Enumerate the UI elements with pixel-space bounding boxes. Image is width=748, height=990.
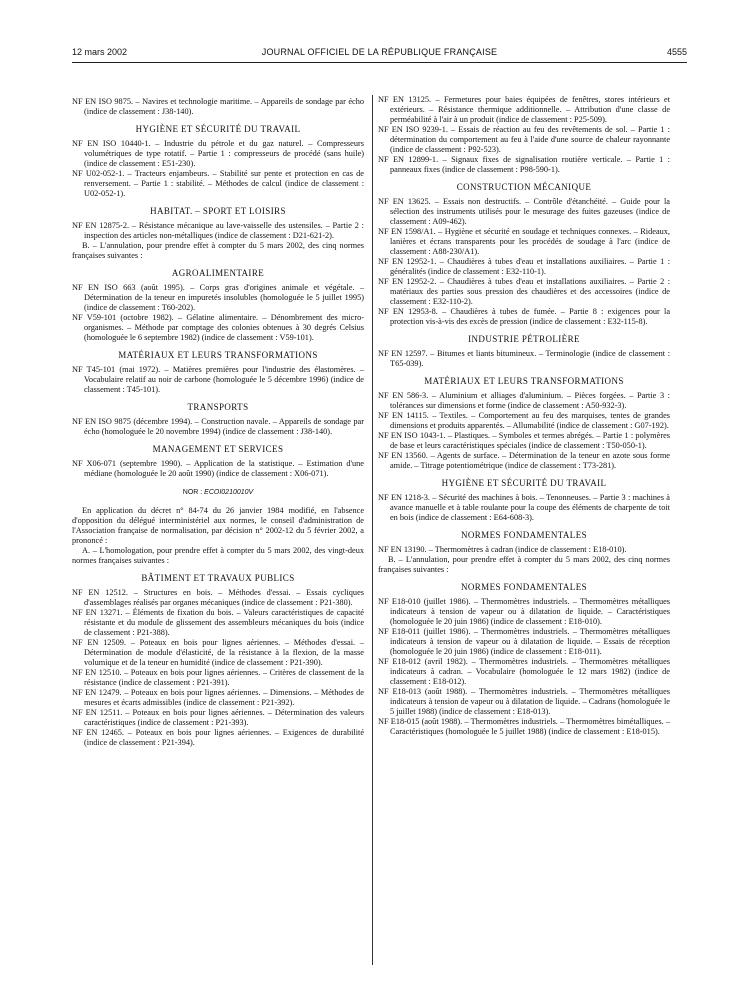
section-heading: HABITAT. – SPORT ET LOISIRS <box>150 206 286 216</box>
standard-entry: NF U02-052-1. – Tracteurs enjambeurs. – Stabilité sur pente et protection en cas de renversement. – Partie 1 : stabilité. – Méthodes de calcul (indice de classement : U02-052-1). <box>72 169 364 198</box>
standard-entry: NF EN 13560. – Agents de surface. – Détermination de la teneur en azote sous forme amide. – Titrage potentiométrique (indice de classement : T73-281). <box>378 451 670 470</box>
standard-entry: NF EN 13271. – Éléments de fixation du bois. – Valeurs caractéristiques de capacité résistante et du module de glissement des assembleurs mécaniques du bois (indice de classement : P21-388). <box>72 608 364 637</box>
standard-entry: NF EN 12953-8. – Chaudières à tubes de fumée. – Partie 8 : exigences pour la protection vis-à-vis des excès de pression (indice de classement : E32-115-8). <box>378 307 670 326</box>
standard-entry: NF EN ISO 10440-1. – Industrie du pétrole et du gaz naturel. – Compresseurs volumétriques de type rotatif. – Partie 1 : compresseurs de procédé (sans huile) (indice de classement : E51-230). <box>72 139 364 168</box>
paragraph: B. – L'annulation, pour prendre effet à compter du 5 mars 2002, des cinq normes françaises suivantes : <box>378 555 670 574</box>
standard-entry: NF EN 1598/A1. – Hygiène et sécurité en soudage et techniques connexes. – Rideaux, lanières et écrans transparents pour les procédés de soudage à l'arc (indice de classement : A88-230/A1). <box>378 227 670 256</box>
paragraph: A. – L'homologation, pour prendre effet à compter du 5 mars 2002, des vingt-deux normes françaises suivantes : <box>72 546 364 565</box>
section-heading: MANAGEMENT ET SERVICES <box>152 444 284 454</box>
section-heading: HYGIÈNE ET SÉCURITÉ DU TRAVAIL <box>135 124 301 134</box>
section-heading: NORMES FONDAMENTALES <box>460 582 588 592</box>
section-heading: INDUSTRIE PÉTROLIÈRE <box>468 334 580 344</box>
standard-entry: NF EN 1218-3. – Sécurité des machines à bois. – Tenonneuses. – Partie 3 : machines à avance manuelle et à table roulante pour la coupe des éléments de charpente de toit en bois (indice de classement : E64-608-3). <box>378 493 670 522</box>
page-header <box>72 47 687 61</box>
section-heading: TRANSPORTS <box>187 402 249 412</box>
standard-entry: NF EN 12512. – Structures en bois. – Méthodes d'essai. – Essais cycliques d'assemblages réalisés par organes mécaniques (indice de classement : P21-380). <box>72 588 364 607</box>
standard-entry: NF EN ISO 1043-1. – Plastiques. – Symboles et termes abrégés. – Partie 1 : polymères de base et leurs caractéristiques spéciales (indice de classement : T50-050-1). <box>378 431 670 450</box>
standard-entry: NF E18-011 (juillet 1986). – Thermomètres industriels. – Thermomètres métalliques indicateurs à tension de vapeur ou à dilatation de liquide. – Essais de réception (homologuée le 20 juin 1986) (indice de classement : E18-011). <box>378 627 670 656</box>
paragraph: B. – L'annulation, pour prendre effet à compter du 5 mars 2002, des cinq normes françaises suivantes : <box>72 241 364 260</box>
standard-entry: NF X06-071 (septembre 1990). – Application de la statistique. – Estimation d'une médiane (homologuée le 20 août 1990) (indice de classement : X06-071). <box>72 459 364 478</box>
left-column <box>72 97 364 748</box>
nor-label: NOR : <box>182 489 203 496</box>
header-date: 12 mars 2002 <box>72 47 128 57</box>
standard-entry: NF EN 12875-2. – Résistance mécanique au lave-vaisselle des ustensiles. – Partie 2 : inspection des articles non-métalliques (indice de classement : D21-621-2). <box>72 221 364 240</box>
column-divider <box>372 95 373 965</box>
standard-entry: NF EN 13125. – Fermetures pour baies équipées de fenêtres, stores intérieurs et extérieurs. – Résistance thermique additionnelle. – Attribution d'une classe de perméabilité à l'air à un produit (indice de classement : P25-509). <box>378 95 670 124</box>
standard-entry: NF EN 13190. – Thermomètres à cadran (indice de classement : E18-010). <box>378 545 627 554</box>
section-heading: MATÉRIAUX ET LEURS TRANSFORMATIONS <box>118 350 318 360</box>
standard-entry: NF EN 12899-1. – Signaux fixes de signalisation routière verticale. – Partie 1 : panneaux fixes (indice de classement : P98-590-1). <box>378 155 670 174</box>
standard-entry: NF EN 12465. – Poteaux en bois pour lignes aériennes. – Exigences de durabilité (indice de classement : P21-394). <box>72 728 364 747</box>
section-heading: AGROALIMENTAIRE <box>171 268 265 278</box>
standard-entry: NF EN 586-3. – Aluminium et alliages d'aluminium. – Pièces forgées. – Partie 3 : tolérances sur dimensions et forme (indice de classement : A50-932-3). <box>378 391 670 410</box>
header-rule <box>72 62 687 63</box>
standard-entry: NF EN 12511. – Poteaux en bois pour lignes aériennes. – Détermination des valeurs caractéristiques (indice de classement : P21-393). <box>72 708 364 727</box>
standard-entry: NF EN 14115. – Textiles. – Comportement au feu des marquises, tentes de grandes dimensions et produits apparentés. – Allumabilité (indice de classement : G07-192). <box>378 411 670 430</box>
standard-entry: NF EN ISO 9875 (décembre 1994). – Construction navale. – Appareils de sondage par écho (homologuée le 20 novembre 1994) (indice de classement : J38-140). <box>72 417 364 436</box>
right-column <box>378 95 670 737</box>
header-title: JOURNAL OFFICIEL DE LA RÉPUBLIQUE FRANÇAISE <box>261 47 498 57</box>
standard-entry: NF E18-013 (août 1988). – Thermomètres industriels. – Thermomètres métalliques indicateurs à tension de vapeur ou à dilatation de liquide. – Cadrans (homologuée le 5 juillet 1988) (indice de classement : E18-013). <box>378 687 670 716</box>
standard-entry: NF EN ISO 9239-1. – Essais de réaction au feu des revêtements de sol. – Partie 1 : détermination du comportement au feu à l'aide d'une source de chaleur rayonnante (indice de classement : P92-523). <box>378 125 670 154</box>
section-heading: BÂTIMENT ET TRAVAUX PUBLICS <box>141 573 295 583</box>
page-number: 4555 <box>666 47 687 57</box>
nor-reference <box>72 488 364 498</box>
standard-entry: NF EN ISO 9875. – Navires et technologie maritime. – Appareils de sondage par écho (indice de classement : J38-140). <box>72 97 364 116</box>
standard-entry: NF EN 12509. – Poteaux en bois pour lignes aériennes. – Méthodes d'essai. – Détermination de module d'élasticité, de la résistance à la flexion, de la masse volumique et de la teneur en humidité (indice de classement : P21-390). <box>72 638 364 667</box>
standard-entry: NF E18-015 (août 1988). – Thermomètres industriels. – Thermomètres bimétalliques. – Caractéristiques (homologuée le 5 juillet 1988) (indice de classement : E18-015). <box>378 717 670 736</box>
section-heading: HYGIÈNE ET SÉCURITÉ DU TRAVAIL <box>441 478 607 488</box>
standard-entry: NF EN 12952-1. – Chaudières à tubes d'eau et installations auxiliaires. – Partie 1 : généralités (indice de classement : E32-110-1). <box>378 257 670 276</box>
section-heading: CONSTRUCTION MÉCANIQUE <box>456 182 592 192</box>
section-heading: MATÉRIAUX ET LEURS TRANSFORMATIONS <box>424 376 624 386</box>
standard-entry: NF V59-101 (octobre 1982). – Gélatine alimentaire. – Dénombrement des micro-organismes. – Méthode par comptage des colonies obtenues à 30 degrés Celsius (homologuée le 6 septembre 1982) (indice de classement : V59-101). <box>72 313 364 342</box>
standard-entry: NF EN 12510. – Poteaux en bois pour lignes aériennes. – Critères de classement de la résistance (indice de classement : P21-391). <box>72 668 364 687</box>
section-heading: NORMES FONDAMENTALES <box>460 530 588 540</box>
paragraph: En application du décret n° 84-74 du 26 janvier 1984 modifié, en l'absence d'opposition du délégué interministériel aux normes, le conseil d'administration de l'Association française de normalisation, par décision n° 2002-12 du 5 février 2002, a prononcé : <box>72 506 364 545</box>
standard-entry: NF EN 13625. – Essais non destructifs. – Contrôle d'étanchéité. – Guide pour la sélection des instruments utilisés pour le mesurage des fuites gazeuses (indice de classement : A09-462). <box>378 197 670 226</box>
standard-entry: NF EN 12479. – Poteaux en bois pour lignes aériennes. – Dimensions. – Méthodes de mesures et écarts admissibles (indice de classement : P21-392). <box>72 688 364 707</box>
nor-code: ECOI0210010V <box>204 489 254 496</box>
standard-entry: NF E18-012 (avril 1982). – Thermomètres industriels. – Thermomètres métalliques indicateurs à cadran. – Vocabulaire (homologuée le 12 mars 1982) (indice de classement : E18-012). <box>378 657 670 686</box>
standard-entry: NF E18-010 (juillet 1986). – Thermomètres industriels. – Thermomètres métalliques indicateurs à tension de vapeur ou à dilatation de liquide. – Caractéristiques (homologuée le 20 juin 1986) (indice de classement : E18-010). <box>378 597 670 626</box>
standard-entry: NF EN 12597. – Bitumes et liants bitumineux. – Terminologie (indice de classement : T65-039). <box>378 349 670 368</box>
standard-entry: NF T45-101 (mai 1972). – Matières premières pour l'industrie des élastomères. – Vocabulaire relatif au noir de carbone (homologuée le 5 décembre 1996) (indice de classement : T45-101). <box>72 365 364 394</box>
standard-entry: NF EN 12952-2. – Chaudières à tubes d'eau et installations auxiliaires. – Partie 2 : matériaux des parties sous pression des chaudières et des accessoires (indice de classement : E32-110-2). <box>378 277 670 306</box>
standard-entry: NF EN ISO 663 (août 1995). – Corps gras d'origines animale et végétale. – Détermination de la teneur en impuretés insolubles (homologuée le 5 juillet 1995) (indice de classement : T60-202). <box>72 283 364 312</box>
